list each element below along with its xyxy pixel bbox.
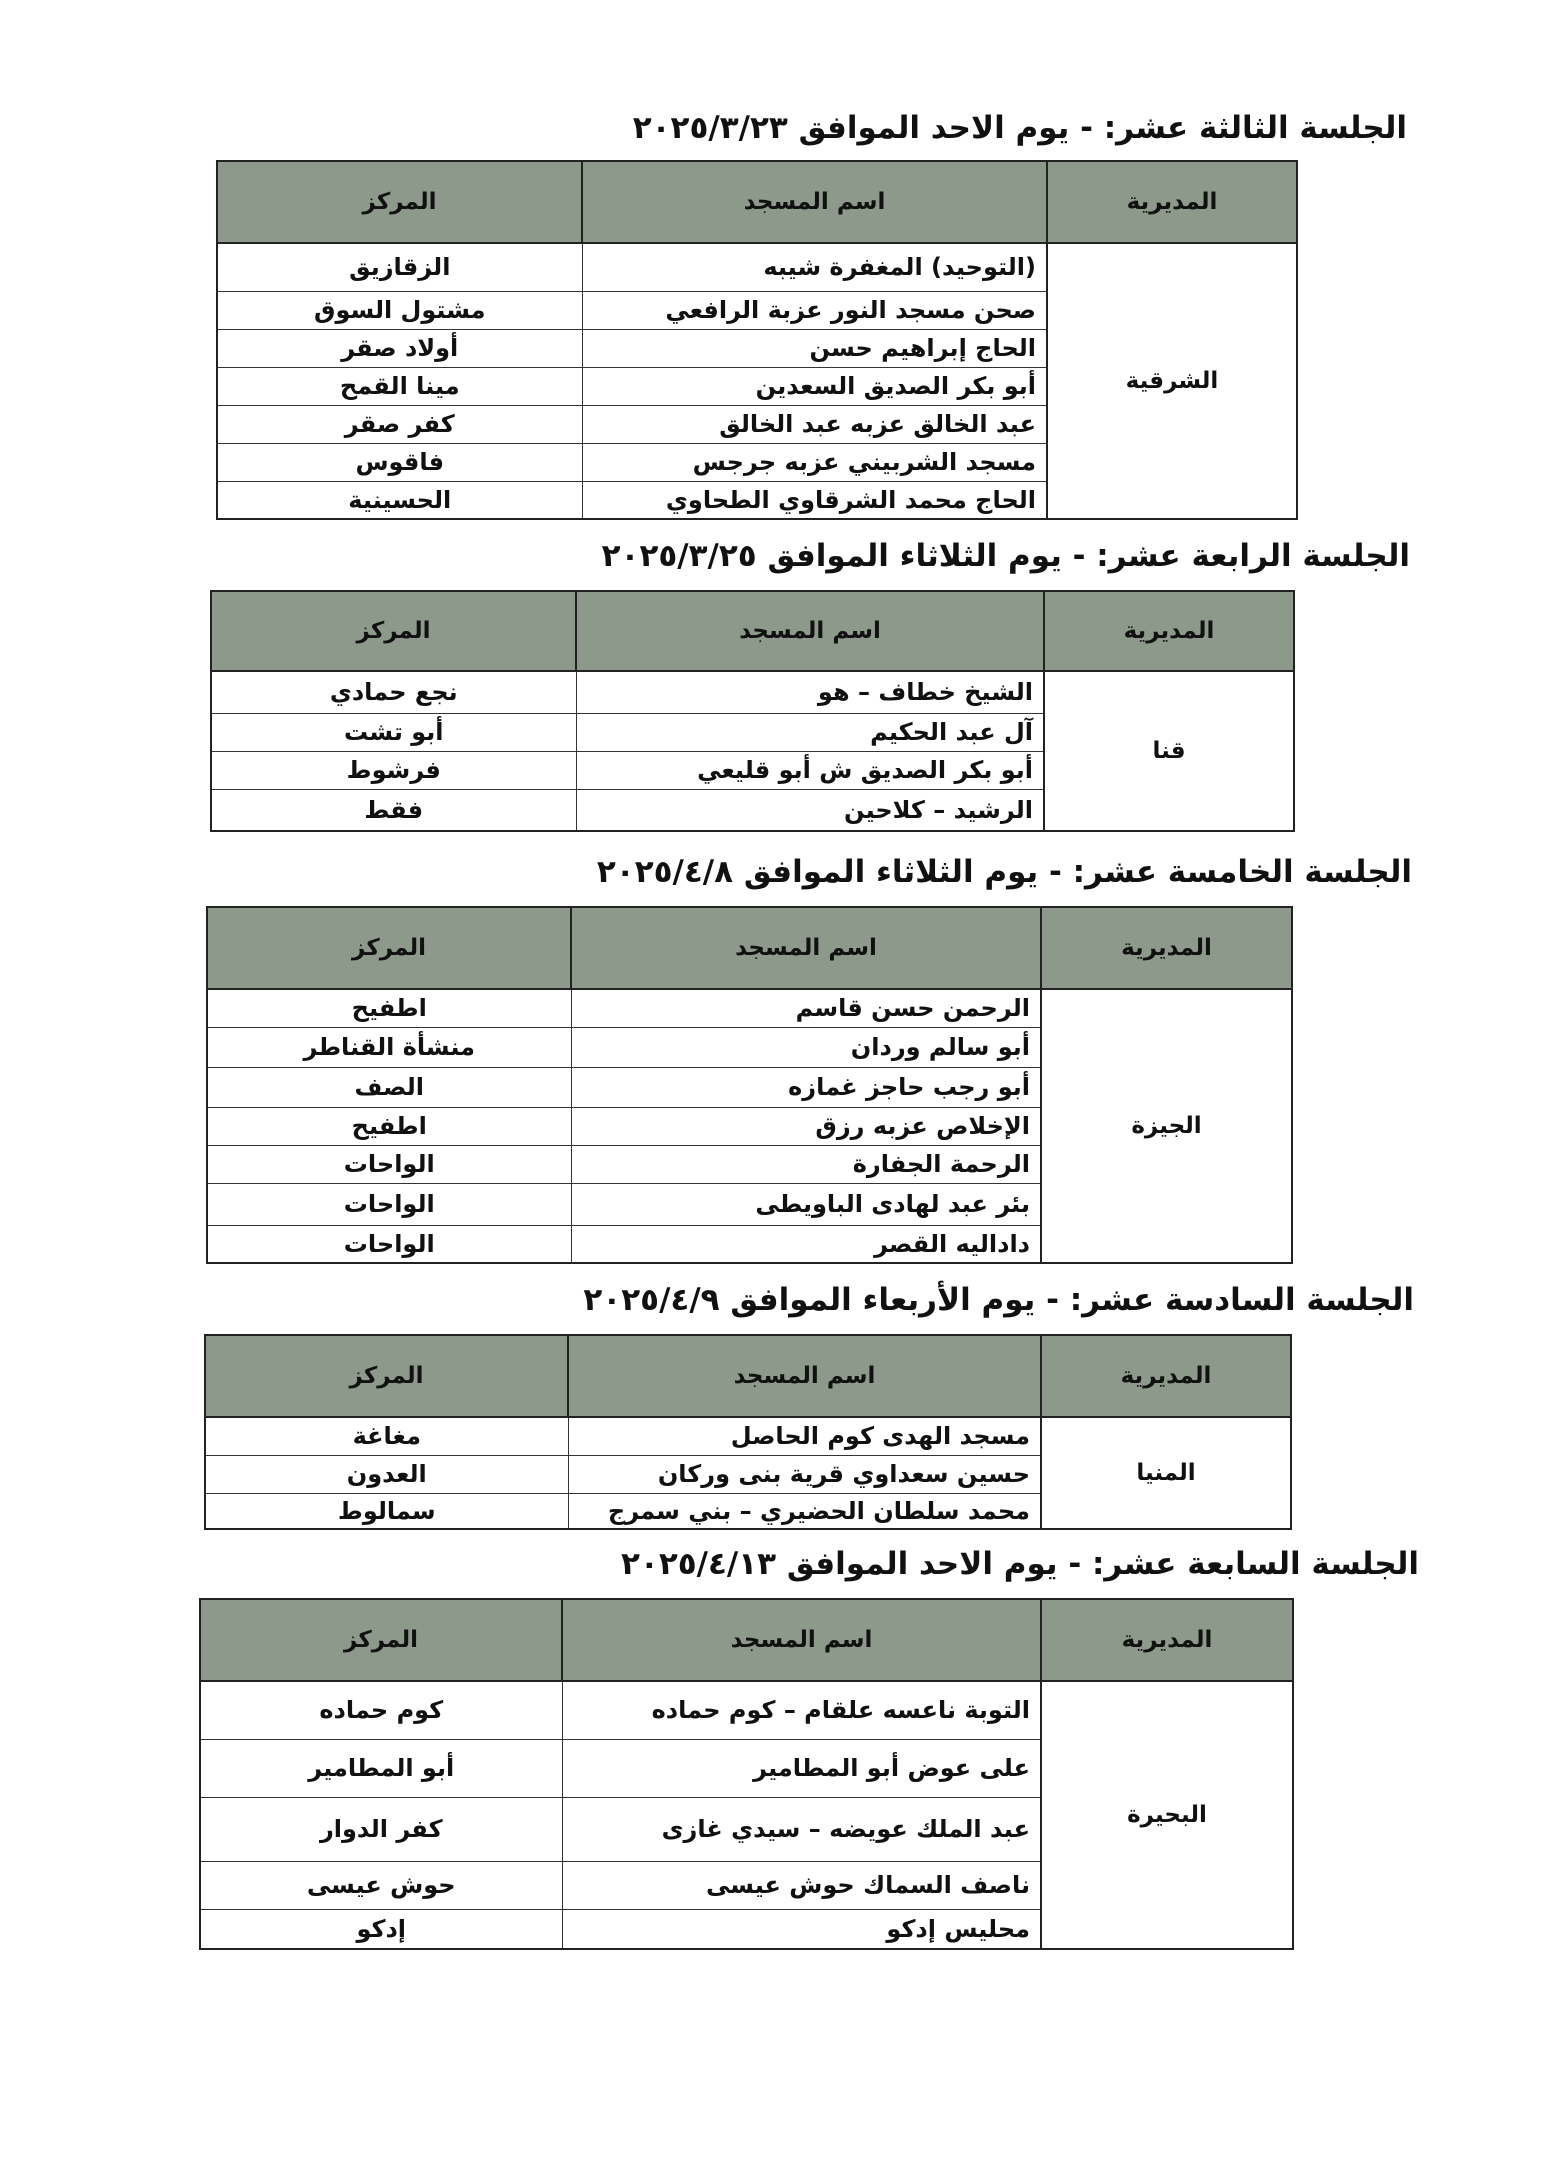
header-center: المركز — [217, 161, 582, 243]
center-cell: فقط — [211, 789, 576, 831]
table-header-row — [207, 907, 1292, 989]
mosque-cell: عبد الملك عويضه – سيدي غازى — [562, 1797, 1041, 1861]
center-cell: كفر صقر — [217, 405, 582, 443]
header-directorate: المديرية — [1041, 907, 1292, 989]
session-title: الجلسة السابعة عشر: - يوم الاحد الموافق ٢٠٢٥/٤/١٣ — [620, 1546, 1419, 1582]
center-cell: مينا القمح — [217, 367, 582, 405]
mosque-cell: داداليه القصر — [571, 1225, 1041, 1263]
center-cell: فرشوط — [211, 751, 576, 789]
center-cell: الصف — [207, 1067, 571, 1107]
center-cell: مغاغة — [205, 1417, 568, 1455]
center-cell: الواحات — [207, 1145, 571, 1183]
mosque-cell: الرحمن حسن قاسم — [571, 989, 1041, 1027]
center-cell: مشتول السوق — [217, 291, 582, 329]
table-row — [207, 989, 1292, 1027]
mosque-cell: على عوض أبو المطامير — [562, 1739, 1041, 1797]
schedule-table — [206, 906, 1293, 1264]
center-cell: نجع حمادي — [211, 671, 576, 713]
center-cell: أبو المطامير — [200, 1739, 562, 1797]
center-cell: إدكو — [200, 1909, 562, 1949]
center-cell: الواحات — [207, 1225, 571, 1263]
header-mosque: اسم المسجد — [562, 1599, 1041, 1681]
table-row — [200, 1681, 1293, 1739]
table-row — [217, 243, 1297, 291]
header-mosque: اسم المسجد — [582, 161, 1047, 243]
directorate-cell: الجيزة — [1041, 989, 1292, 1263]
schedule-table — [199, 1598, 1294, 1950]
header-mosque: اسم المسجد — [571, 907, 1041, 989]
mosque-cell: ناصف السماك حوش عيسى — [562, 1861, 1041, 1909]
header-mosque: اسم المسجد — [576, 591, 1044, 671]
mosque-cell: مسجد الهدى كوم الحاصل — [568, 1417, 1041, 1455]
directorate-cell: المنيا — [1041, 1417, 1291, 1529]
table-header-row — [200, 1599, 1293, 1681]
mosque-cell: أبو بكر الصديق السعدين — [582, 367, 1047, 405]
schedule-table — [204, 1334, 1292, 1530]
center-cell: اطفيح — [207, 1107, 571, 1145]
table-row — [211, 671, 1294, 713]
header-directorate: المديرية — [1041, 1335, 1291, 1417]
center-cell: كوم حماده — [200, 1681, 562, 1739]
mosque-cell: محليس إدكو — [562, 1909, 1041, 1949]
center-cell: العدون — [205, 1455, 568, 1493]
directorate-cell: قنا — [1044, 671, 1294, 831]
session-title: الجلسة الثالثة عشر: - يوم الاحد الموافق ٢٠٢٥/٣/٢٣ — [632, 110, 1407, 146]
mosque-cell: التوبة ناعسه علقام – كوم حماده — [562, 1681, 1041, 1739]
table-row — [205, 1417, 1291, 1455]
center-cell: سمالوط — [205, 1493, 568, 1529]
header-center: المركز — [200, 1599, 562, 1681]
header-center: المركز — [207, 907, 571, 989]
directorate-cell: الشرقية — [1047, 243, 1297, 519]
center-cell: الحسينية — [217, 481, 582, 519]
session-title: الجلسة السادسة عشر: - يوم الأربعاء الموافق ٢٠٢٥/٤/٩ — [583, 1282, 1414, 1318]
mosque-cell: أبو رجب حاجز غمازه — [571, 1067, 1041, 1107]
header-mosque: اسم المسجد — [568, 1335, 1041, 1417]
mosque-cell: أبو بكر الصديق ش أبو قليعي — [576, 751, 1044, 789]
mosque-cell: مسجد الشربيني عزبه جرجس — [582, 443, 1047, 481]
mosque-cell: الشيخ خطاف – هو — [576, 671, 1044, 713]
mosque-cell: الرحمة الجفارة — [571, 1145, 1041, 1183]
header-center: المركز — [211, 591, 576, 671]
center-cell: منشأة القناطر — [207, 1027, 571, 1067]
center-cell: الواحات — [207, 1183, 571, 1225]
header-center: المركز — [205, 1335, 568, 1417]
center-cell: فاقوس — [217, 443, 582, 481]
schedule-table — [216, 160, 1298, 520]
mosque-cell: بئر عبد لهادى الباويطى — [571, 1183, 1041, 1225]
mosque-cell: الإخلاص عزبه رزق — [571, 1107, 1041, 1145]
mosque-cell: الحاج إبراهيم حسن — [582, 329, 1047, 367]
center-cell: اطفيح — [207, 989, 571, 1027]
schedule-table — [210, 590, 1295, 832]
header-directorate: المديرية — [1044, 591, 1294, 671]
center-cell: الزقازيق — [217, 243, 582, 291]
mosque-cell: (التوحيد) المغفرة شيبه — [582, 243, 1047, 291]
center-cell: كفر الدوار — [200, 1797, 562, 1861]
center-cell: حوش عيسى — [200, 1861, 562, 1909]
mosque-cell: الرشيد – كلاحين — [576, 789, 1044, 831]
mosque-cell: عبد الخالق عزبه عبد الخالق — [582, 405, 1047, 443]
header-directorate: المديرية — [1041, 1599, 1293, 1681]
header-directorate: المديرية — [1047, 161, 1297, 243]
center-cell: أولاد صقر — [217, 329, 582, 367]
mosque-cell: صحن مسجد النور عزبة الرافعي — [582, 291, 1047, 329]
directorate-cell: البحيرة — [1041, 1681, 1293, 1949]
table-header-row — [217, 161, 1297, 243]
center-cell: أبو تشت — [211, 713, 576, 751]
table-header-row — [205, 1335, 1291, 1417]
session-title: الجلسة الخامسة عشر: - يوم الثلاثاء الموافق ٢٠٢٥/٤/٨ — [596, 854, 1412, 890]
mosque-cell: أبو سالم وردان — [571, 1027, 1041, 1067]
mosque-cell: الحاج محمد الشرقاوي الطحاوي — [582, 481, 1047, 519]
mosque-cell: حسين سعداوي قرية بنى وركان — [568, 1455, 1041, 1493]
table-header-row — [211, 591, 1294, 671]
session-title: الجلسة الرابعة عشر: - يوم الثلاثاء الموافق ٢٠٢٥/٣/٢٥ — [601, 538, 1410, 574]
mosque-cell: محمد سلطان الحضيري – بني سمرج — [568, 1493, 1041, 1529]
mosque-cell: آل عبد الحكيم — [576, 713, 1044, 751]
